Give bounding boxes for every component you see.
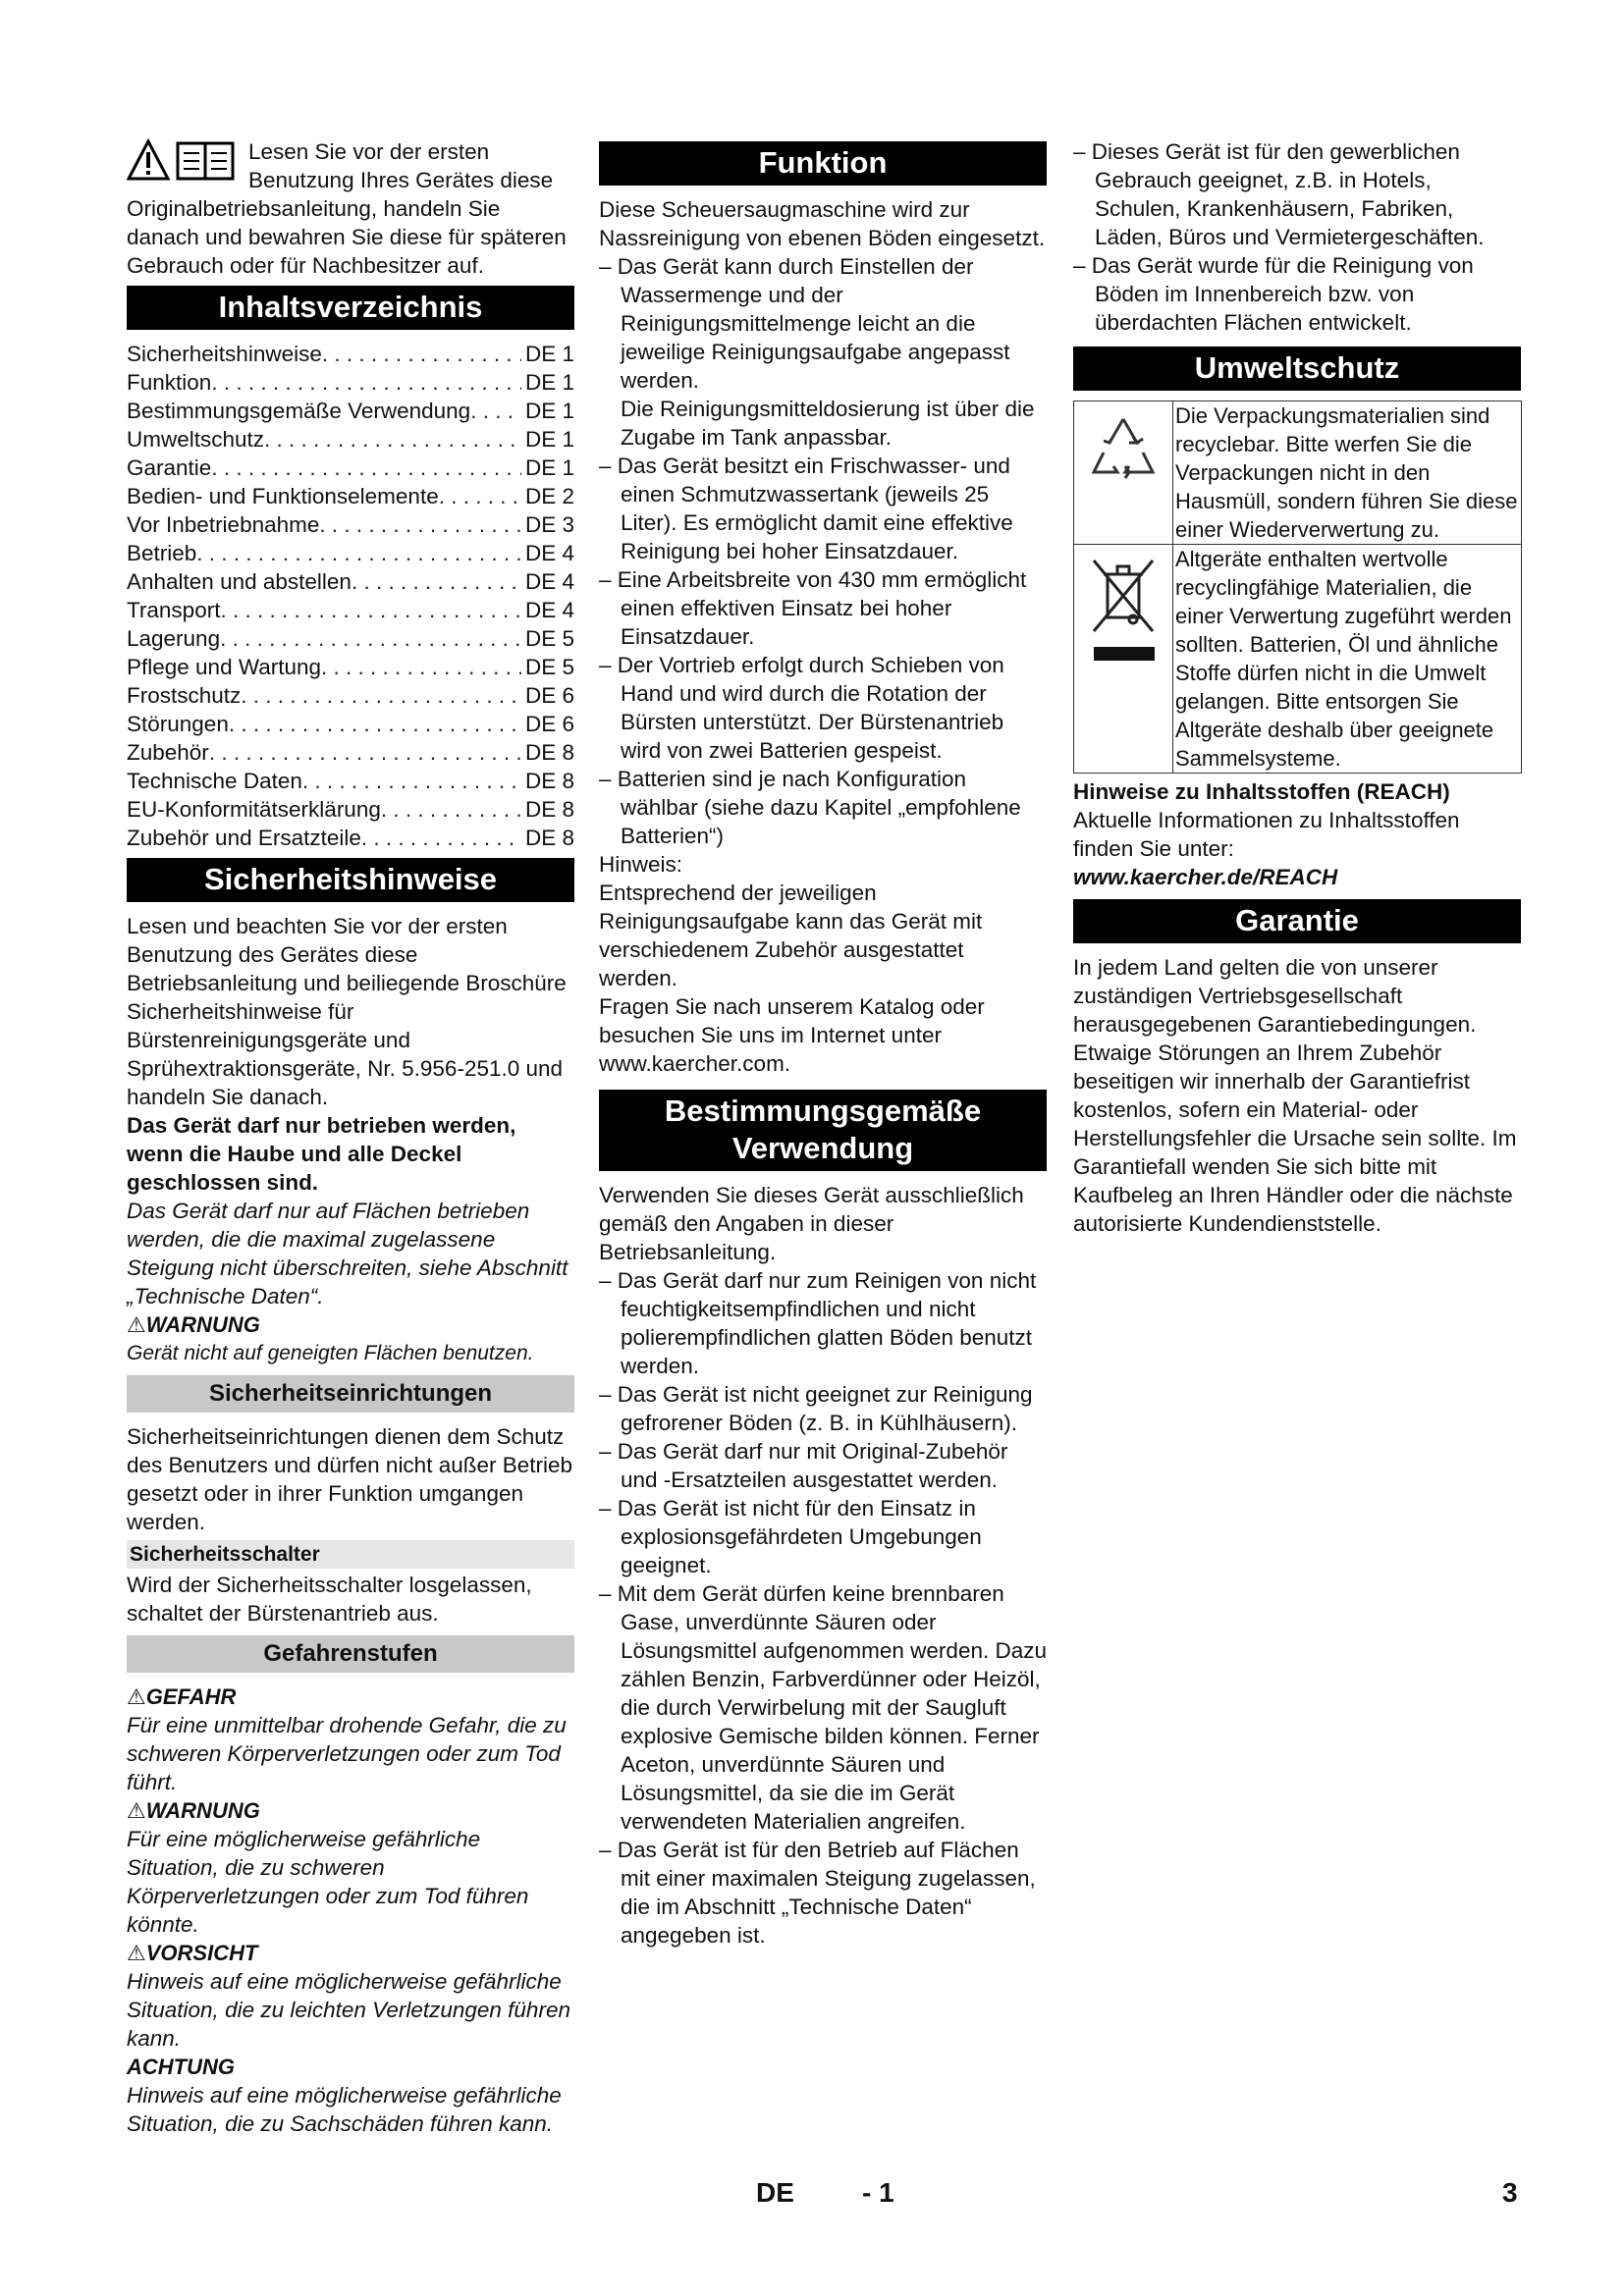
usage-list <box>599 1266 1047 1949</box>
danger-level-label: ⚠GEFAHR <box>127 1684 237 1709</box>
toc-entry-title: Anhalten und abstellen <box>127 569 352 594</box>
toc-leader-dots <box>319 510 521 539</box>
toc-entry-page: DE 4 <box>524 569 574 594</box>
toc-entry-title: Lagerung <box>127 626 221 651</box>
reach-heading: Hinweise zu Inhaltsstoffen (REACH) <box>1073 779 1450 804</box>
toc-entry-title: Umweltschutz <box>127 427 265 452</box>
toc-entry[interactable] <box>127 340 574 368</box>
toc-entry[interactable] <box>127 567 574 596</box>
warning-triangle-icon <box>127 137 243 185</box>
function-list <box>599 252 1047 850</box>
warning-sign-icon: ⚠ <box>127 1798 146 1823</box>
warning-sign-icon: ⚠ <box>127 1312 146 1337</box>
weee-text: Altgeräte enthalten wertvolle recyclingfähige Materialien, die einer Verwertung zugeführt werden sollten. Batterien, Öl und ähnliche Stoffe dürfen nicht in die Umwelt gelangen. Bitte entsorgen Sie Altgeräte deshalb über geeignete Sammelsysteme. <box>1173 545 1522 774</box>
intro-block <box>127 137 574 280</box>
toc-entry[interactable] <box>127 767 574 795</box>
warning-sign-icon: ⚠ <box>127 1941 146 1965</box>
page-number: 3 <box>1502 2177 1518 2208</box>
dash-bullet: – <box>599 567 618 592</box>
toc-entry[interactable] <box>127 425 574 454</box>
toc-entry-title: Bedien- und Funktionselemente <box>127 484 439 508</box>
toc-entry-page: DE 1 <box>524 370 574 395</box>
toc-entry[interactable] <box>127 596 574 624</box>
list-item: – Das Gerät besitzt ein Frischwasser- und einen Schmutzwassertank (jeweils 25 Liter). Es ermöglicht damit eine effektive Reinigung bei hoher Einsatzdauer. <box>599 454 1013 563</box>
safety-italic-note: Das Gerät darf nur auf Flächen betrieben werden, die die maximal zugelassene Steigung nicht überschreiten, siehe Abschnitt „Technische Daten“. <box>127 1199 568 1308</box>
safety-bold-note: Das Gerät darf nur betrieben werden, wenn die Haube und alle Deckel geschlossen sind. <box>127 1113 516 1195</box>
dash-bullet: – <box>599 454 618 478</box>
list-item: – Mit dem Gerät dürfen keine brennbaren Gase, unverdünnte Säuren oder Lösungsmittel aufgenommen werden. Dazu zählen Benzin, Farbverdünner oder Heizöl, die durch Verwirbelung mit der Saugluft explosive Gemische bilden können. Ferner Aceton, unverdünnte Säuren und Lösungsmittel, da sie die im Gerät verwendeten Materialien angreifen. <box>599 1581 1047 1834</box>
danger-level-text: Für eine unmittelbar drohende Gefahr, die zu schweren Körperverletzungen oder zum Tod führt. <box>127 1713 567 1794</box>
recycle-icon <box>1074 401 1173 545</box>
toc-entry-page: DE 5 <box>524 626 574 651</box>
list-item-extra: Die Reinigungsmitteldosierung ist über die Zugabe im Tank anpassbar. <box>621 397 1035 450</box>
toc-entry-page: DE 8 <box>524 769 574 793</box>
toc-entry-page: DE 5 <box>524 655 574 679</box>
list-item: – Batterien sind je nach Konfiguration wählbar (siehe dazu Kapitel „empfohlene Batterien“) <box>599 767 1021 848</box>
recycle-text: Die Verpackungsmaterialien sind recyclebar. Bitte werfen Sie die Verpackungen nicht in den Hausmüll, sondern führen Sie diese einer Wiederverwertung zu. <box>1173 401 1522 545</box>
danger-levels-heading: Gefahrenstufen <box>127 1635 574 1673</box>
danger-level-label: ⚠VORSICHT <box>127 1941 258 1965</box>
toc-entry[interactable] <box>127 824 574 852</box>
toc-leader-dots <box>321 653 521 681</box>
dash-bullet: – <box>599 1581 618 1606</box>
dash-bullet: – <box>599 653 618 677</box>
toc-entry[interactable] <box>127 653 574 681</box>
danger-level-label: ACHTUNG <box>127 2055 235 2079</box>
dash-bullet: – <box>599 767 618 791</box>
weee-row <box>1074 545 1522 774</box>
toc-entry-title: Zubehör <box>127 740 209 765</box>
toc-entry-page: DE 8 <box>524 797 574 822</box>
toc-entry[interactable] <box>127 624 574 653</box>
toc-entry[interactable] <box>127 510 574 539</box>
toc-entry-page: DE 1 <box>524 455 574 480</box>
dash-bullet: – <box>1073 253 1092 278</box>
safety-devices-heading: Sicherheitseinrichtungen <box>127 1375 574 1413</box>
safety-switch-text: Wird der Sicherheitsschalter losgelassen, schaltet der Bürstenantrieb aus. <box>127 1573 532 1626</box>
list-item: – Dieses Gerät ist für den gewerblichen Gebrauch geeignet, z.B. in Hotels, Schulen, Krankenhäusern, Fabriken, Läden, Büros und Vermietergeschäften. <box>1073 139 1485 249</box>
function-note-text-2: Fragen Sie nach unserem Katalog oder besuchen Sie uns im Internet unter www.kaercher.com. <box>599 994 985 1076</box>
list-item: – Der Vortrieb erfolgt durch Schieben von Hand und wird durch die Rotation der Bürsten unterstützt. Der Bürstenantrieb wird von zwei Batterien gespeist. <box>599 653 1004 763</box>
toc-entry-page: DE 2 <box>524 484 574 508</box>
toc-entry-title: Pflege und Wartung <box>127 655 322 679</box>
toc-entry-title: Frostschutz <box>127 683 242 708</box>
dash-bullet: – <box>1073 139 1092 164</box>
list-item: – Das Gerät kann durch Einstellen der Wassermenge und der Reinigungsmittelmenge leicht an die jeweilige Reinigungsaufgabe angepasst werden. <box>599 254 1010 393</box>
danger-level-text: Hinweis auf eine möglicherweise gefährliche Situation, die zu leichten Verletzungen führen kann. <box>127 1969 570 2051</box>
toc-leader-dots <box>264 425 521 454</box>
usage-list-continued <box>1073 137 1521 337</box>
recycle-row <box>1074 401 1522 545</box>
manual-book-icon <box>178 143 233 179</box>
dash-bullet: – <box>599 1268 618 1293</box>
toc-entry-title: Transport <box>127 598 221 622</box>
toc-list <box>127 340 574 852</box>
toc-entry-page: DE 1 <box>524 399 574 423</box>
toc-leader-dots <box>209 738 521 767</box>
column-middle <box>599 137 1047 1949</box>
toc-leader-dots <box>322 340 521 368</box>
reach-link[interactable]: www.kaercher.de/REACH <box>1073 865 1338 889</box>
warranty-text: In jedem Land gelten die von unserer zuständigen Vertriebsgesellschaft herausgegebenen Garantiebedingungen. Etwaige Störungen an Ihrem Zubehör beseitigen wir innerhalb der Garantiefrist kostenlos, sofern ein Material- oder Herstellungsfehler die Ursache sein sollte. Im Garantiefall wenden Sie sich bitte mit Kaufbeleg an Ihren Händler oder die nächste autorisierte Kundendienststelle. <box>1073 955 1517 1236</box>
danger-level-text: Für eine möglicherweise gefährliche Situation, die zu schweren Körperverletzungen oder zum Tod führen könnte. <box>127 1827 529 1937</box>
toc-entry-title: Sicherheitshinweise <box>127 342 322 366</box>
toc-entry[interactable] <box>127 738 574 767</box>
dash-bullet: – <box>599 1382 618 1407</box>
toc-entry[interactable] <box>127 482 574 510</box>
crossed-bin-icon <box>1074 545 1173 774</box>
safety-warning-label: ⚠WARNUNG <box>127 1312 260 1337</box>
usage-heading <box>599 1090 1047 1171</box>
toc-entry-page: DE 4 <box>524 541 574 565</box>
toc-entry-page: DE 1 <box>524 342 574 366</box>
toc-entry-title: Vor Inbetriebnahme <box>127 512 320 537</box>
environment-heading: Umweltschutz <box>1073 347 1521 391</box>
column-left <box>127 137 574 2138</box>
toc-entry[interactable] <box>127 397 574 425</box>
toc-entry-page: DE 6 <box>524 683 574 708</box>
toc-entry[interactable] <box>127 710 574 738</box>
function-intro: Diese Scheuersaugmaschine wird zur Nassreinigung von ebenen Böden eingesetzt. <box>599 197 1046 250</box>
toc-entry[interactable] <box>127 368 574 397</box>
toc-entry-title: Bestimmungsgemäße Verwendung <box>127 399 471 423</box>
toc-entry-title: Störungen <box>127 712 229 736</box>
function-note-label: Hinweis: <box>599 852 683 877</box>
list-item: – Das Gerät darf nur zum Reinigen von nicht feuchtigkeitsempfindlichen und nicht polierempfindlichen glatten Böden benutzt werden. <box>599 1268 1037 1378</box>
toc-entry-title: Zubehör und Ersatzteile <box>127 826 361 850</box>
function-heading: Funktion <box>599 141 1047 186</box>
toc-entry-page: DE 4 <box>524 598 574 622</box>
toc-leader-dots <box>361 824 521 852</box>
list-item: – Das Gerät ist nicht für den Einsatz in explosionsgefährdeten Umgebungen geeignet. <box>599 1496 982 1577</box>
list-item: – Das Gerät ist für den Betrieb auf Flächen mit einer maximalen Steigung zugelassen, die im Abschnitt „Technische Daten“ angegeben ist. <box>599 1838 1036 1948</box>
toc-leader-dots <box>352 567 521 596</box>
danger-levels-list <box>127 1682 574 2138</box>
toc-leader-dots <box>211 454 521 482</box>
toc-entry-title: Betrieb <box>127 541 197 565</box>
footer-language: DE <box>756 2177 794 2208</box>
list-item: – Eine Arbeitsbreite von 430 mm ermöglicht einen effektiven Einsatz bei hoher Einsatzdauer. <box>599 567 1027 649</box>
toc-entry-page: DE 8 <box>524 826 574 850</box>
dash-bullet: – <box>599 1439 618 1464</box>
danger-level-text: Hinweis auf eine möglicherweise gefährliche Situation, die zu Sachschäden führen kann. <box>127 2083 562 2136</box>
toc-entry-page: DE 1 <box>524 427 574 452</box>
list-item: – Das Gerät darf nur mit Original-Zubehör und -Ersatzteilen ausgestattet werden. <box>599 1439 1008 1492</box>
toc-leader-dots <box>229 710 521 738</box>
dash-bullet: – <box>599 1496 618 1521</box>
toc-leader-dots <box>196 539 521 567</box>
usage-intro: Verwenden Sie dieses Gerät ausschließlich gemäß den Angaben in dieser Betriebsanleitung. <box>599 1183 1024 1264</box>
toc-leader-dots <box>381 795 521 824</box>
toc-entry-title: EU-Konformitätserklärung <box>127 797 381 822</box>
intro-text: Lesen Sie vor der ersten Benutzung Ihres Gerätes diese Originalbetriebsanleitung, handeln Sie danach und bewahren Sie diese für späteren Gebrauch oder für Nachbesitzer auf. <box>127 139 567 278</box>
toc-entry[interactable] <box>127 539 574 567</box>
function-note-text: Entsprechend der jeweiligen Reinigungsaufgabe kann das Gerät mit verschiedenem Zubehör ausgestattet werden. <box>599 881 983 990</box>
toc-leader-dots <box>302 767 521 795</box>
safety-warning-text: Gerät nicht auf geneigten Flächen benutzen. <box>127 1342 534 1364</box>
toc-heading: Inhaltsverzeichnis <box>127 286 574 330</box>
reach-text: Aktuelle Informationen zu Inhaltsstoffen finden Sie unter: <box>1073 808 1460 861</box>
toc-entry-title: Technische Daten <box>127 769 302 793</box>
safety-devices-text: Sicherheitseinrichtungen dienen dem Schutz des Benutzers und dürfen nicht außer Betrieb gesetzt oder in ihrer Funktion umgangen werden. <box>127 1424 573 1534</box>
dash-bullet: – <box>599 1838 618 1862</box>
environment-table <box>1073 400 1522 774</box>
list-item: – Das Gerät wurde für die Reinigung von Böden im Innenbereich bzw. von überdachten Flächen entwickelt. <box>1073 253 1474 335</box>
warning-sign-icon: ⚠ <box>127 1684 146 1709</box>
toc-entry[interactable] <box>127 454 574 482</box>
toc-leader-dots <box>470 397 521 425</box>
column-right <box>1073 137 1521 1238</box>
danger-level-label: ⚠WARNUNG <box>127 1798 260 1823</box>
toc-entry[interactable] <box>127 795 574 824</box>
toc-leader-dots <box>220 596 521 624</box>
usage-heading-line1: Bestimmungsgemäße <box>664 1094 982 1128</box>
dash-bullet: – <box>599 254 618 279</box>
usage-heading-line2: Verwendung <box>731 1131 914 1165</box>
intro-icons <box>127 137 243 185</box>
toc-entry-page: DE 6 <box>524 712 574 736</box>
list-item: – Das Gerät ist nicht geeignet zur Reinigung gefrorener Böden (z. B. in Kühlhäusern). <box>599 1382 1033 1435</box>
toc-entry[interactable] <box>127 681 574 710</box>
toc-entry-title: Garantie <box>127 455 212 480</box>
toc-entry-page: DE 3 <box>524 512 574 537</box>
warranty-heading: Garantie <box>1073 899 1521 943</box>
safety-heading: Sicherheitshinweise <box>127 858 574 902</box>
toc-leader-dots <box>220 624 521 653</box>
toc-entry-title: Funktion <box>127 370 212 395</box>
safety-switch-heading: Sicherheitsschalter <box>127 1540 574 1569</box>
safety-text: Lesen und beachten Sie vor der ersten Benutzung des Gerätes diese Betriebsanleitung und beiliegende Broschüre Sicherheitshinweise für Bürstenreinigungsgeräte und Sprühextraktionsgeräte, Nr. 5.956-251.0 und handeln Sie danach. <box>127 914 567 1109</box>
toc-leader-dots <box>241 681 521 710</box>
toc-leader-dots <box>439 482 521 510</box>
footer-page-ref: - 1 <box>862 2177 894 2208</box>
toc-leader-dots <box>211 368 521 397</box>
toc-entry-page: DE 8 <box>524 740 574 765</box>
